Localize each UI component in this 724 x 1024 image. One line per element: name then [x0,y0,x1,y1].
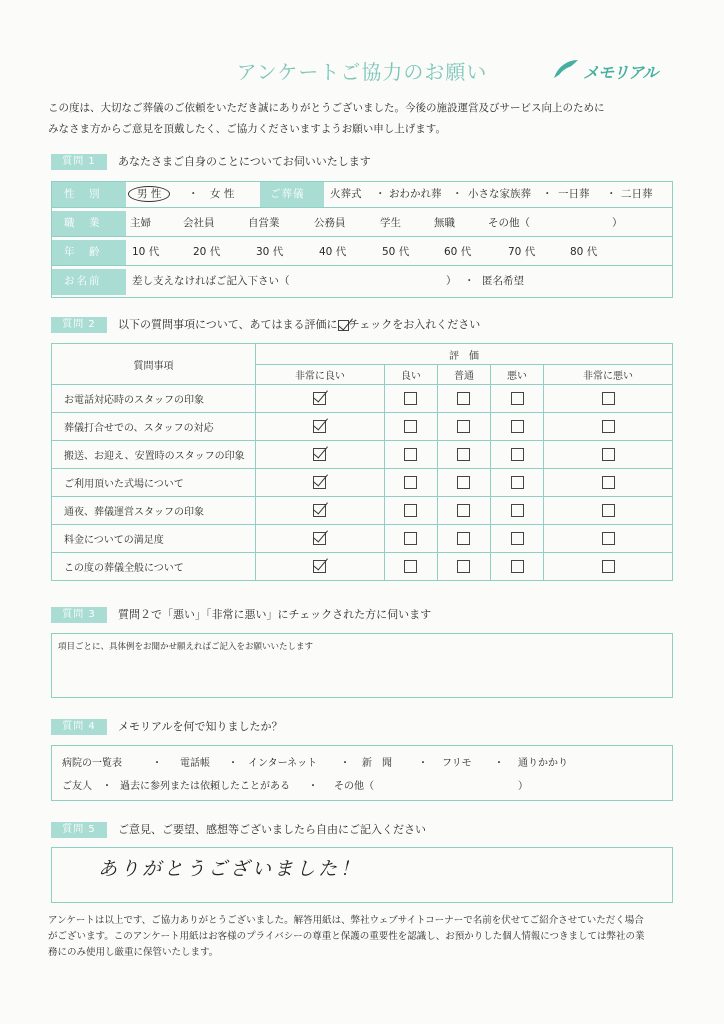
age-option[interactable]: 30 代 [256,246,284,258]
rating-cell [491,441,544,469]
gender-row [52,182,672,208]
age-option[interactable]: 70 代 [508,246,536,258]
rating-cell [491,385,544,413]
rating-cell [437,525,490,553]
rating-cell [256,497,385,525]
age-option[interactable]: 40 代 [319,246,347,258]
q4-label: 質問 4 [51,719,107,735]
job-option-other[interactable]: その他（ [488,217,530,229]
checkbox[interactable] [602,504,615,517]
job-other-close: ） [612,217,623,229]
funeral-separator: ・ [452,188,463,200]
footer-text [48,913,688,961]
checkbox[interactable] [602,392,615,405]
job-option[interactable]: 学生 [380,217,401,229]
rating-cell [544,525,673,553]
funeral-option[interactable]: 一日葬 [558,188,590,200]
job-option[interactable]: 無職 [434,217,455,229]
q4-separator: ・ [102,781,112,792]
checkbox[interactable] [313,532,326,545]
rating-cell [437,441,490,469]
rating-cell [491,497,544,525]
gender-separator: ・ [188,188,199,200]
name-row [52,269,672,295]
checkbox[interactable] [511,504,524,517]
q1-grid [51,181,673,298]
checkbox[interactable] [602,420,615,433]
funeral-separator: ・ [375,188,386,200]
rating-cell [384,385,437,413]
rating-cell [491,525,544,553]
q4-option[interactable]: フリモ [442,758,472,769]
funeral-option[interactable]: おわかれ葬 [389,188,442,200]
anonymous-option[interactable]: 匿名希望 [482,275,524,287]
rating-cell [437,385,490,413]
rating-cell [256,413,385,441]
question-row [52,553,673,581]
age-row [52,240,672,266]
checkbox[interactable] [404,504,417,517]
rating-cell [437,469,490,497]
age-option[interactable]: 80 代 [570,246,598,258]
q3-note: 項目ごとに、具体例をお聞かせ願えればご記入をお願いいたします [58,642,314,652]
checkbox[interactable] [457,392,470,405]
q4-option[interactable]: ご友人 [62,781,92,792]
footer-line: アンケートは以上です、ご協力ありがとうございました。解答用紙は、弊社ウェブサイトコーナーで名前を伏せてご紹介させていただく場合 [48,915,644,926]
q2-text-after: チェックをお入れください [348,318,481,331]
checkbox[interactable] [457,504,470,517]
q4-option[interactable]: 電話帳 [180,758,210,769]
evaluation-table [51,343,673,581]
question-item: 料金についての満足度 [52,525,256,553]
gender-male-option[interactable] [128,182,170,207]
job-option[interactable]: 主婦 [130,217,151,229]
checkbox[interactable] [457,532,470,545]
checkbox[interactable] [313,476,326,489]
checkbox[interactable] [313,504,326,517]
q4-text: メモリアルを何で知りましたか？ [118,720,283,733]
rating-cell [544,413,673,441]
col-eval-header: 評 価 [256,344,673,365]
checkbox[interactable] [404,532,417,545]
q4-option-other[interactable]: その他（ [334,781,374,792]
rating-cell [491,469,544,497]
rating-cell [256,385,385,413]
intro-text [48,98,688,140]
rating-cell [384,497,437,525]
intro-line: この度は、大切なご葬儀のご依頼をいただき誠にありがとうございました。今後の施設運営及びサービス向上のために [48,102,605,114]
rating-header: 非常に良い [256,365,385,385]
male-circled-label: 男 性 [128,186,170,202]
q5-label: 質問 5 [51,822,107,838]
checkbox[interactable] [313,392,326,405]
rating-cell [437,497,490,525]
name-field[interactable] [302,272,442,292]
rating-cell [491,553,544,581]
checkbox[interactable] [602,476,615,489]
rating-cell [256,441,385,469]
rating-cell [384,413,437,441]
q3-answer-box[interactable] [51,633,673,698]
logo [552,58,657,84]
question-item: ご利用頂いた式場について [52,469,256,497]
checkbox[interactable] [511,532,524,545]
rating-cell [544,441,673,469]
rating-header: 良い [384,365,437,385]
q4-other-close: ） [518,781,528,792]
question-row [52,469,673,497]
question-item: お電話対応時のスタッフの印象 [52,385,256,413]
name-close: ） [446,275,457,287]
q1-text: あなたさまご自身のことについてお伺いいたします [118,155,371,168]
q4-option[interactable]: 通りかかり [518,758,568,769]
q2-text [118,317,480,333]
rating-header: 普通 [437,365,490,385]
rating-header: 非常に悪い [544,365,673,385]
q4-option[interactable]: 新 聞 [362,758,392,769]
checkbox[interactable] [313,560,326,573]
intro-line: みなさま方からご意見を頂戴したく、ご協力くださいますようお願い申し上げます。 [48,123,446,135]
footer-line: がございます。このアンケート用紙はお客様のプライバシーの尊重と保護の重要性を認識し、お預かりした個人情報につきましては弊社の業 [48,931,645,942]
q4-separator: ・ [418,758,428,769]
funeral-head: ご葬儀 [260,182,324,207]
job-option[interactable]: 自営業 [248,217,280,229]
q4-options-box [51,745,673,801]
q3-text: 質問２で「悪い」「非常に悪い」にチェックされた方に伺います [118,608,432,621]
question-item: この度の葬儀全般について [52,553,256,581]
q4-option[interactable]: 過去に参列または依頼したことがある [120,781,290,792]
q3-label: 質問 3 [51,607,107,623]
rating-cell [256,553,385,581]
rating-cell [544,497,673,525]
q4-separator: ・ [308,781,318,792]
rating-cell [491,413,544,441]
question-item: 葬儀打合せでの、スタッフの対応 [52,413,256,441]
name-prompt: 差し支えなければご記入下さい（ [132,275,290,287]
checkbox[interactable] [511,420,524,433]
rating-cell [544,553,673,581]
gender-head: 性 別 [52,182,126,207]
checkbox[interactable] [511,560,524,573]
checkbox[interactable] [313,420,326,433]
checkbox[interactable] [602,532,615,545]
job-option[interactable]: 会社員 [183,217,215,229]
job-row [52,211,672,237]
checkbox[interactable] [404,476,417,489]
rating-cell [256,525,385,553]
q5-text: ご意見、ご要望、感想等ございましたら自由にご記入ください [118,823,426,836]
rating-cell [544,469,673,497]
checkbox[interactable] [404,392,417,405]
q2-label: 質問 2 [51,317,107,333]
q2-text-before: 以下の質問事項について、あてはまる評価に [118,318,338,331]
question-row [52,497,673,525]
handwritten-answer: ありがとうございました！ [98,858,363,880]
gender-female-option[interactable]: 女 性 [210,188,235,200]
q4-separator: ・ [152,758,162,769]
q4-separator: ・ [228,758,238,769]
funeral-option[interactable]: 火葬式 [330,188,362,200]
q5-answer-box[interactable] [51,847,673,903]
question-row [52,385,673,413]
q1-label: 質問 1 [51,154,107,170]
age-head: 年 齢 [52,240,126,265]
name-head: お名前 [52,269,126,295]
question-row [52,525,673,553]
rating-cell [544,385,673,413]
name-separator: ・ [464,275,475,287]
checkbox[interactable] [457,448,470,461]
checkbox[interactable] [404,420,417,433]
rating-cell [384,469,437,497]
checkbox[interactable] [404,448,417,461]
rating-header: 悪い [491,365,544,385]
col-item-header: 質問事項 [52,344,256,385]
rating-cell [384,553,437,581]
q4-option[interactable]: インターネット [248,758,318,769]
checkbox[interactable] [457,560,470,573]
checkbox[interactable] [511,476,524,489]
question-item: 通夜、葬儀運営スタッフの印象 [52,497,256,525]
job-option[interactable]: 公務員 [314,217,346,229]
q4-separator: ・ [340,758,350,769]
funeral-separator: ・ [606,188,617,200]
funeral-separator: ・ [542,188,553,200]
checkbox[interactable] [511,448,524,461]
checkbox[interactable] [511,392,524,405]
rating-cell [437,553,490,581]
logo-text: メモリアル [583,62,658,82]
q4-option[interactable]: 病院の一覧表 [62,758,122,769]
footer-line: 務にのみ使用し厳重に保管いたします。 [48,947,219,958]
checkbox[interactable] [457,420,470,433]
funeral-option[interactable]: 二日葬 [621,188,653,200]
q4-separator: ・ [494,758,504,769]
checkbox[interactable] [313,448,326,461]
checkbox[interactable] [602,448,615,461]
rating-cell [256,469,385,497]
question-item: 搬送、お迎え、安置時のスタッフの印象 [52,441,256,469]
age-option[interactable]: 20 代 [193,246,221,258]
leaf-logo-icon [552,58,580,84]
rating-cell [437,413,490,441]
rating-cell [384,441,437,469]
checkmark-example-icon [338,320,349,331]
funeral-option[interactable]: 小さな家族葬 [468,188,531,200]
checkbox[interactable] [404,560,417,573]
question-row [52,441,673,469]
page-title: アンケートご協力のお願い [236,60,488,84]
question-row [52,413,673,441]
age-option[interactable]: 10 代 [132,246,160,258]
checkbox[interactable] [602,560,615,573]
age-option[interactable]: 50 代 [382,246,410,258]
rating-cell [384,525,437,553]
job-head: 職 業 [52,211,126,236]
age-option[interactable]: 60 代 [444,246,472,258]
checkbox[interactable] [457,476,470,489]
